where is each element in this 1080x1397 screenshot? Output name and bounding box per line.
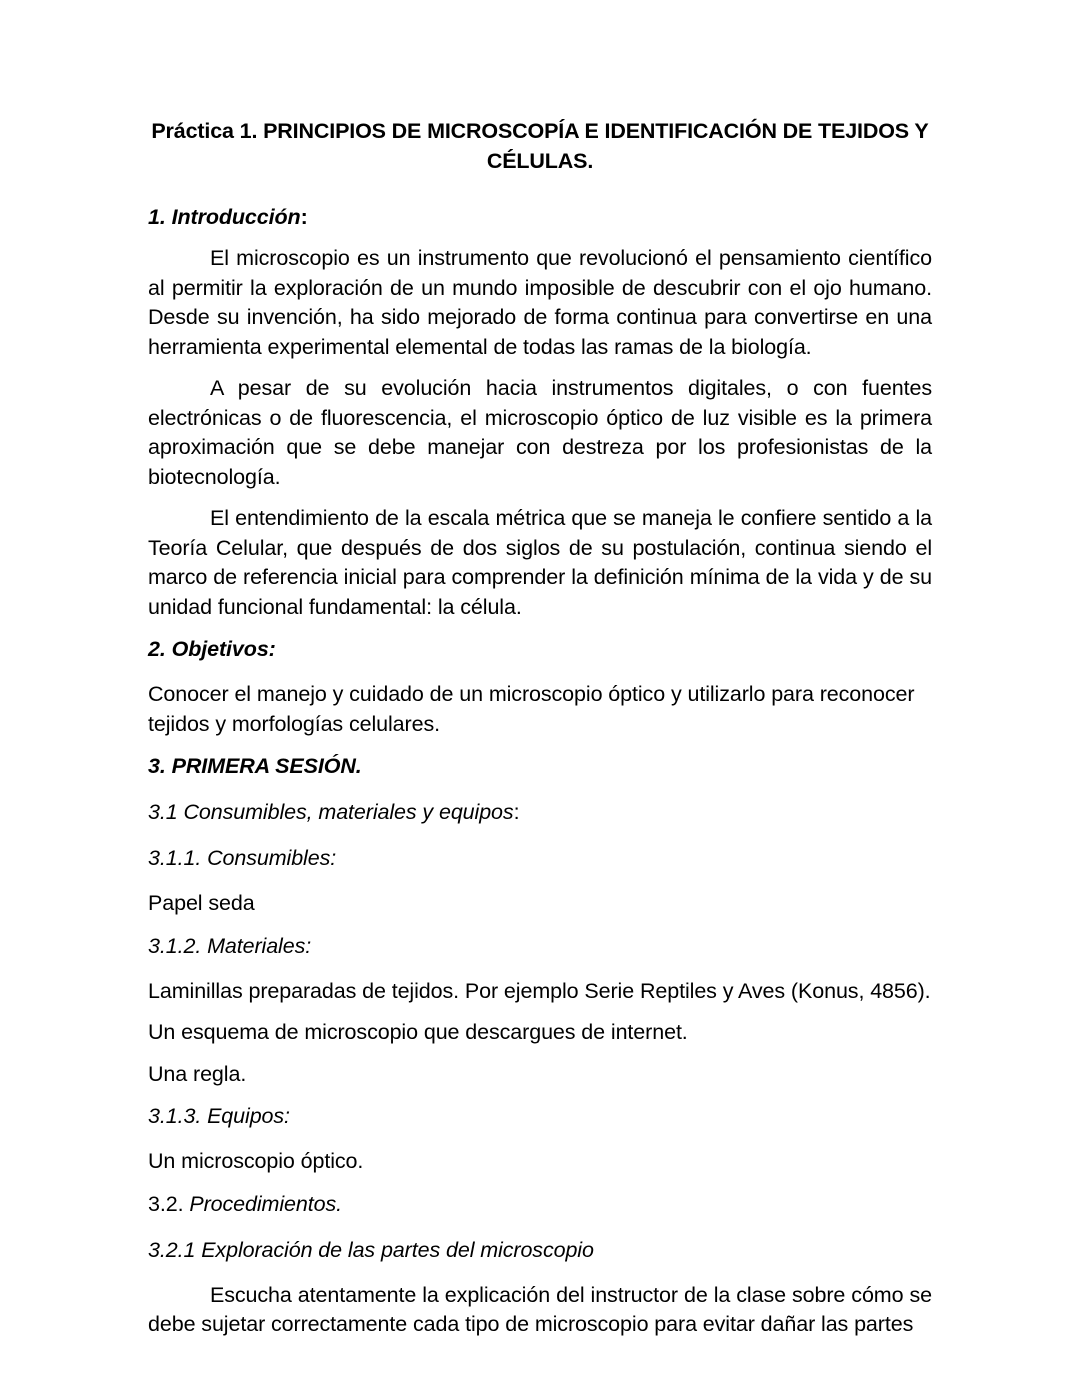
heading-exploracion-partes-microscopio: 3.2.1 Exploración de las partes del microscopio [148, 1237, 594, 1262]
heading-procedimientos-number: 3.2. [148, 1191, 190, 1216]
heading-consumibles-materiales-equipos-colon: : [513, 800, 520, 824]
list-item-material-2: Un esquema de microscopio que descargues de internet. [148, 1020, 688, 1044]
paragraph-introduccion-2: A pesar de su evolución hacia instrumentos digitales, o con fuentes electrónicas o de fluorescencia, el microscopio óptico de luz visible es la primera aproximación que se debe manejar con destreza por los profesionistas de la biotecnología. [148, 376, 932, 489]
heading-introduccion [148, 202, 932, 232]
heading-objetivos: 2. Objetivos: [148, 637, 276, 661]
heading-consumibles-materiales-equipos-label: 3.1 Consumibles, materiales y equipos [148, 800, 514, 824]
heading-consumibles: 3.1.1. Consumibles: [148, 846, 337, 870]
heading-consumibles-materiales-equipos [148, 797, 932, 827]
paragraph-objetivos-1: Conocer el manejo y cuidado de un microscopio óptico y utilizarlo para reconocer tejidos y morfologías celulares. [148, 682, 915, 736]
list-item-consumible-1: Papel seda [148, 891, 255, 915]
heading-introduccion-colon: : [300, 205, 308, 229]
heading-procedimientos-label: Procedimientos. [189, 1191, 342, 1216]
heading-primera-sesion: 3. PRIMERA SESIÓN. [148, 754, 362, 778]
heading-procedimientos [148, 1189, 932, 1219]
heading-introduccion-label: 1. Introducción [148, 205, 301, 229]
list-item-material-3: Una regla. [148, 1061, 247, 1086]
list-item-material-1: Laminillas preparadas de tejidos. Por ejemplo Serie Reptiles y Aves (Konus, 4856). [148, 978, 931, 1003]
page-title-text: Práctica 1. PRINCIPIOS DE MICROSCOPÍA E IDENTIFICACIÓN DE TEJIDOS Y CÉLULAS. [151, 119, 929, 173]
page-title [148, 116, 932, 176]
heading-materiales: 3.1.2. Materiales: [148, 933, 312, 958]
paragraph-introduccion-1: El microscopio es un instrumento que revolucionó el pensamiento científico al permitir la exploración de un mundo imposible de descubrir con el ojo humano. Desde su invención, ha sido mejorado de forma continua para convertirse en una herramienta experimental elemental de todas las ramas de la biología. [148, 246, 932, 359]
list-item-equipo-1: Un microscopio óptico. [148, 1149, 364, 1173]
heading-equipos: 3.1.3. Equipos: [148, 1104, 290, 1128]
paragraph-exploracion-1: Escucha atentamente la explicación del instructor de la clase sobre cómo se debe sujetar correctamente cada tipo de microscopio para evitar dañar las partes [148, 1282, 932, 1336]
paragraph-introduccion-3: El entendimiento de la escala métrica que se maneja le confiere sentido a la Teoría Celular, que después de dos siglos de su postulación, continua siendo el marco de referencia inicial para comprender la definición mínima de la vida y de su unidad funcional fundamental: la célula. [148, 506, 932, 619]
document-content [148, 116, 932, 1340]
